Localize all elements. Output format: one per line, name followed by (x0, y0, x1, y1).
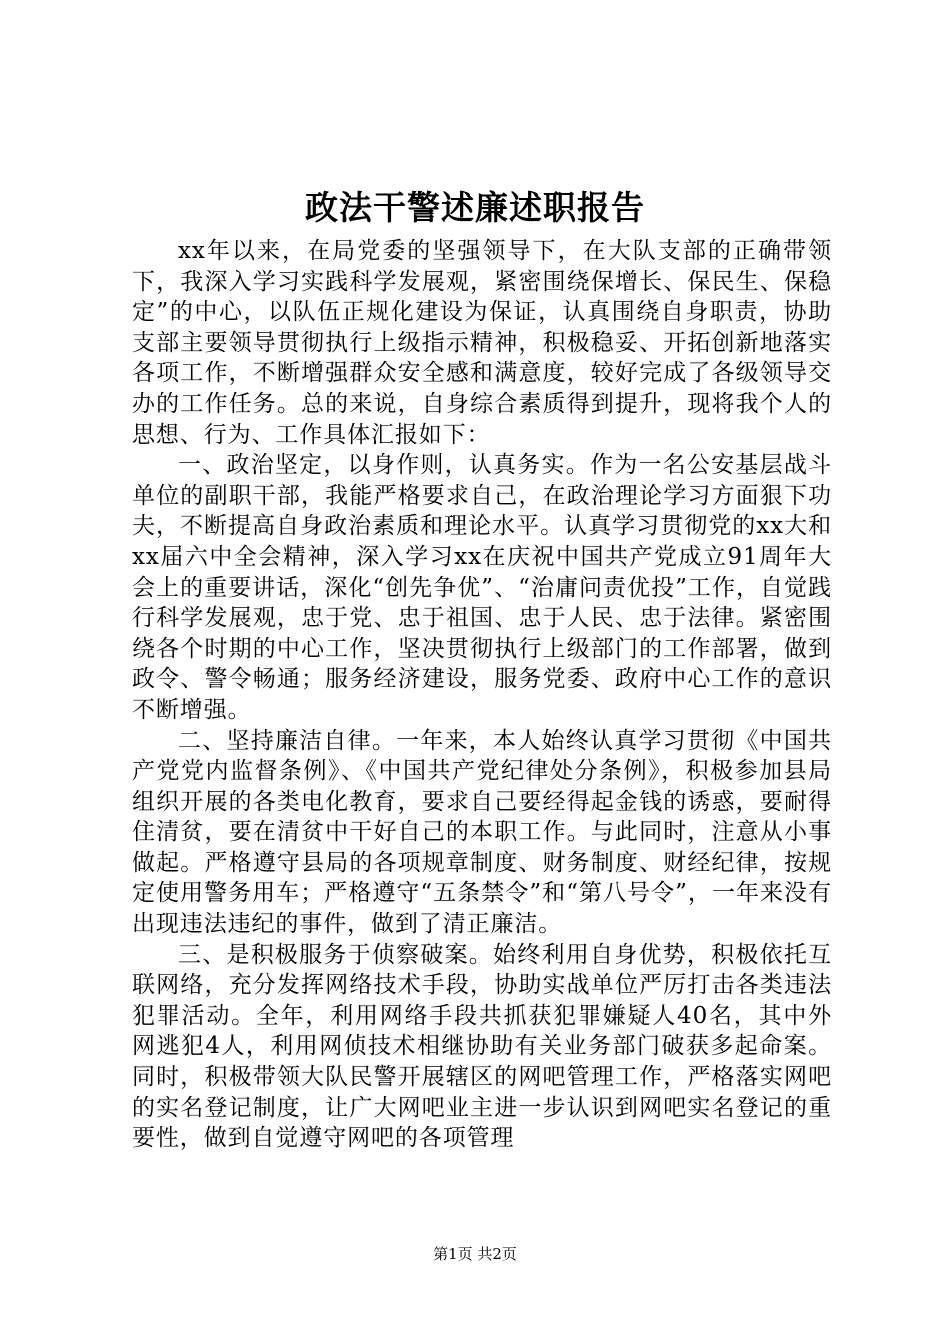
paragraph-section-2: 二、坚持廉洁自律。一年来，本人始终认真学习贯彻《中国共产党党内监督条例》、《中国共产党纪律处分条例》，积极参加县局组织开展的各类电化教育，要求自己要经得起金钱的诱惑，要耐得住清贫，要在清贫中干好自己的本职工作。与此同时，注意从小事做起。严格遵守县局的各项规章制度、财务制度、财经纪律，按规定使用警务用车；严格遵守“五条禁令”和“第八号令”，一年来没有出现违法违纪的事件，做到了清正廉洁。 (132, 727, 832, 938)
document-body (132, 236, 832, 1154)
paragraph-intro: xx年以来，在局党委的坚强领导下，在大队支部的正确带领下，我深入学习实践科学发展观，紧密围绕保增长、保民生、保稳定”的中心，以队伍正规化建设为保证，认真围绕自身职责，协助支部主要领导贯彻执行上级指示精神，积极稳妥、开拓创新地落实各项工作，不断增强群众安全感和满意度，较好完成了各级领导交办的工作任务。总的来说，自身综合素质得到提升，现将我个人的思想、行为、工作具体汇报如下： (132, 238, 832, 448)
paragraph-section-1: 一、政治坚定，以身作则，认真务实。作为一名公安基层战斗单位的副职干部，我能严格要求自己，在政治理论学习方面狠下功夫，不断提高自身政治素质和理论水平。认真学习贯彻党的xx大和xx届六中全会精神，深入学习xx在庆祝中国共产党成立91周年大会上的重要讲话，深化“创先争优”、“治庸问责优投”工作，自觉践行科学发展观，忠于党、忠于祖国、忠于人民、忠于法律。紧密围绕各个时期的中心工作，坚决贯彻执行上级部门的工作部署，做到政令、警令畅通；服务经济建设，服务党委、政府中心工作的意识不断增强。 (132, 452, 832, 723)
page-number-footer: 第1页 共2页 (433, 1245, 517, 1263)
paragraph-section-3: 三、是积极服务于侦察破案。始终利用自身优势，积极依托互联网络，充分发挥网络技术手段，协助实战单位严厉打击各类违法犯罪活动。全年，利用网络手段共抓获犯罪嫌疑人40名，其中外网逃犯4人，利用网侦技术相继协助有关业务部门破获多起命案。同时，积极带领大队民警开展辖区的网吧管理工作，严格落实网吧的实名登记制度，让广大网吧业主进一步认识到网吧实名登记的重要性，做到自觉遵守网吧的各项管理 (132, 941, 832, 1152)
document-title: 政法干警述廉述职报告 (305, 188, 645, 227)
